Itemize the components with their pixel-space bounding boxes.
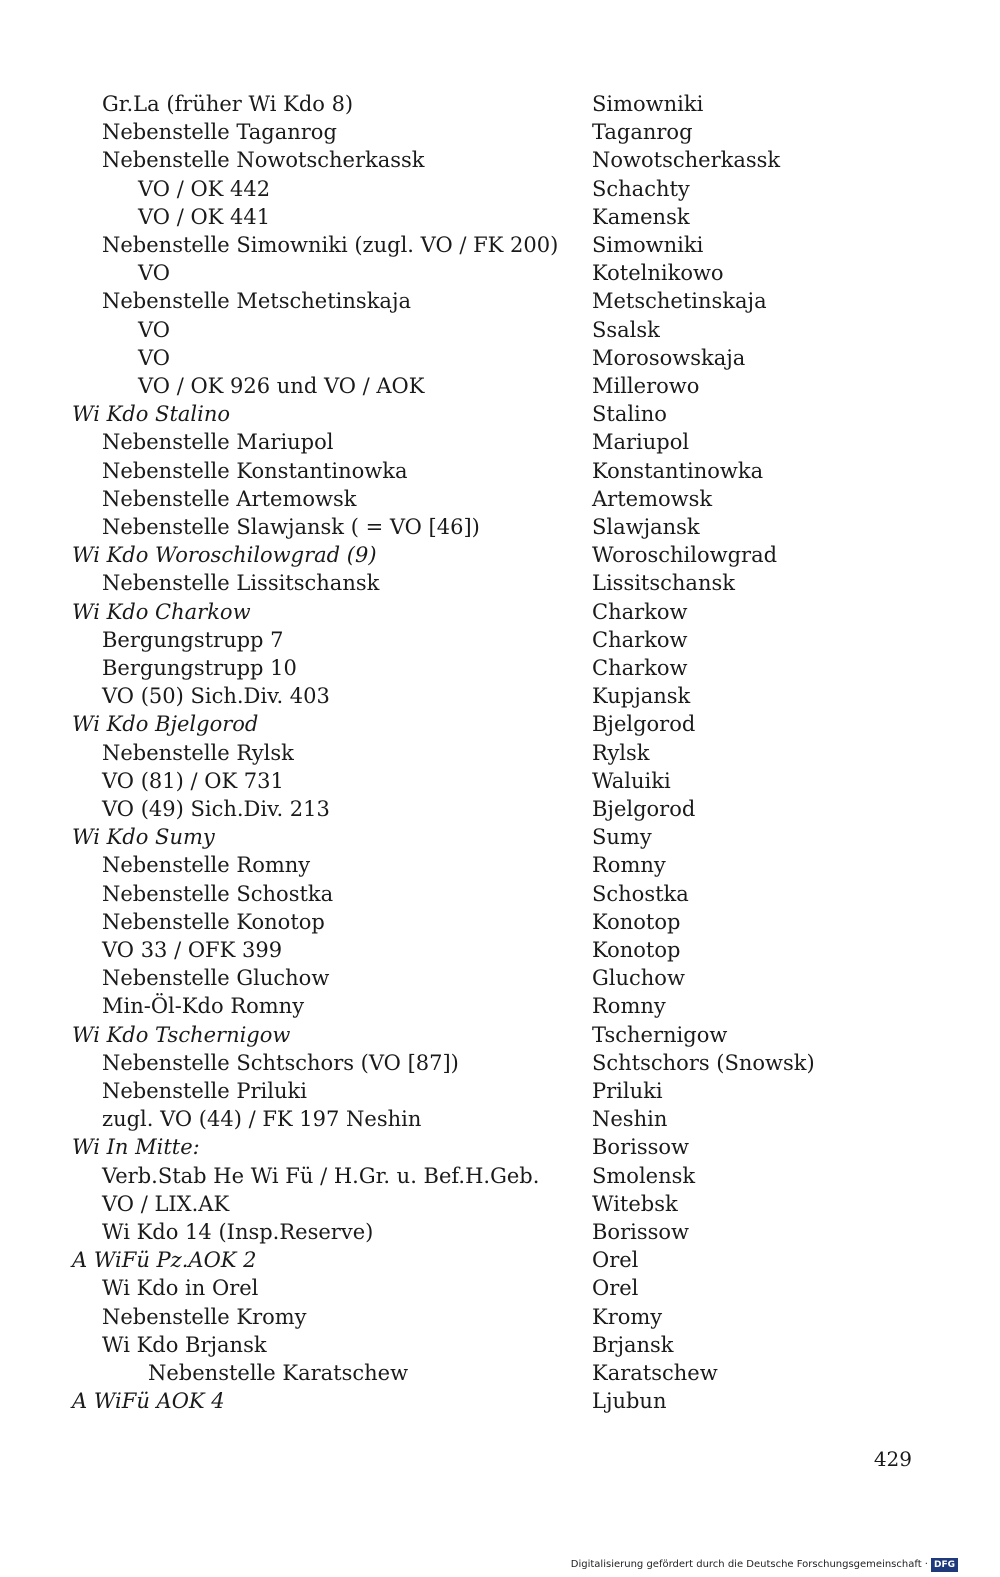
unit-entry: Nebenstelle Schostka — [102, 881, 334, 906]
location-entry: Priluki — [592, 1079, 663, 1103]
section-heading: Wi Kdo Tschernigow — [72, 1022, 291, 1047]
location-entry: Orel — [592, 1276, 639, 1301]
unit-entry: Wi Kdo 14 (Insp.Reserve) — [102, 1220, 374, 1244]
location-entry: Neshin — [592, 1107, 668, 1132]
unit-entry: Nebenstelle Rylsk — [102, 740, 294, 765]
location-entry: Borissow — [592, 1220, 690, 1244]
location-entry: Konotop — [592, 938, 681, 962]
unit-entry: Min-Öl-Kdo Romny — [102, 994, 305, 1019]
unit-entry: Nebenstelle Slawjansk ( = VO [46]) — [102, 515, 480, 539]
unit-entry: zugl. VO (44) / FK 197 Neshin — [102, 1107, 422, 1132]
unit-entry: Gr.La (früher Wi Kdo 8) — [102, 92, 354, 116]
location-entry: Schostka — [592, 881, 689, 906]
section-heading: Wi Kdo Sumy — [72, 825, 215, 850]
location-entry: Metschetinskaja — [592, 289, 767, 314]
location-entry: Stalino — [592, 402, 667, 427]
location-entry: Orel — [592, 1248, 639, 1273]
unit-entry: Verb.Stab He Wi Fü / H.Gr. u. Bef.H.Geb. — [102, 1163, 540, 1188]
unit-entry: Wi Kdo in Orel — [102, 1276, 259, 1301]
unit-entry: Nebenstelle Lissitschansk — [102, 571, 380, 596]
unit-entry: Nebenstelle Konotop — [102, 909, 325, 934]
unit-entry: VO — [138, 317, 171, 342]
unit-entry: Nebenstelle Mariupol — [102, 430, 334, 455]
location-entry: Simowniki — [592, 233, 704, 257]
location-entry: Artemowsk — [592, 486, 713, 511]
location-entry: Karatschew — [592, 1361, 718, 1385]
digitization-credit — [571, 1558, 958, 1572]
location-entry: Kupjansk — [592, 684, 691, 709]
unit-entry: Bergungstrupp 7 — [102, 627, 284, 652]
unit-entry: VO — [138, 261, 171, 286]
location-entry: Taganrog — [592, 120, 693, 145]
location-entry: Ssalsk — [592, 317, 660, 342]
unit-entry: Nebenstelle Artemowsk — [102, 486, 357, 511]
location-entry: Charkow — [592, 656, 688, 680]
location-entry: Smolensk — [592, 1163, 696, 1188]
unit-entry: Nebenstelle Karatschew — [148, 1361, 409, 1385]
location-entry: Witebsk — [592, 1191, 678, 1216]
unit-entry: VO 33 / OFK 399 — [102, 938, 283, 962]
location-entry: Slawjansk — [592, 515, 700, 539]
location-entry: Millerowo — [592, 374, 700, 398]
location-entry: Borissow — [592, 1135, 690, 1160]
unit-entry: VO (50) Sich.Div. 403 — [102, 684, 330, 709]
location-entry: Kotelnikowo — [592, 261, 724, 286]
location-entry: Sumy — [592, 825, 652, 850]
credit-text: Digitalisierung gefördert durch die Deutsche Forschungsgemeinschaft · — [570, 1559, 928, 1570]
location-entry: Mariupol — [592, 430, 690, 455]
section-heading: Wi Kdo Charkow — [72, 599, 251, 624]
unit-entry: Wi Kdo Brjansk — [102, 1332, 267, 1357]
unit-entry: Nebenstelle Priluki — [102, 1079, 307, 1103]
location-entry: Ljubun — [592, 1389, 667, 1414]
location-entry: Bjelgorod — [592, 712, 696, 737]
unit-entry: Nebenstelle Simowniki (zugl. VO / FK 200) — [102, 233, 559, 257]
dfg-logo: DFG — [931, 1558, 958, 1572]
location-entry: Rylsk — [592, 740, 650, 765]
unit-entry: Nebenstelle Kromy — [102, 1304, 307, 1329]
location-entry: Romny — [592, 994, 666, 1019]
section-heading: Wi Kdo Stalino — [72, 402, 231, 427]
unit-entry: Nebenstelle Konstantinowka — [102, 458, 408, 483]
section-heading: Wi In Mitte: — [72, 1135, 200, 1160]
section-heading: A WiFü AOK 4 — [72, 1389, 225, 1414]
unit-entry: Nebenstelle Nowotscherkassk — [102, 148, 425, 173]
location-entry: Gluchow — [592, 966, 685, 991]
location-entry: Konotop — [592, 909, 681, 934]
location-entry: Charkow — [592, 599, 688, 624]
location-entry: Simowniki — [592, 92, 704, 116]
location-entry: Romny — [592, 853, 666, 878]
location-entry: Kamensk — [592, 204, 690, 229]
unit-entry: Bergungstrupp 10 — [102, 656, 297, 680]
location-entry: Charkow — [592, 627, 688, 652]
location-entry: Kromy — [592, 1304, 663, 1329]
location-entry: Konstantinowka — [592, 458, 764, 483]
unit-entry: Nebenstelle Taganrog — [102, 120, 337, 145]
unit-entry: Nebenstelle Metschetinskaja — [102, 289, 411, 314]
unit-entry: Nebenstelle Gluchow — [102, 966, 330, 991]
location-entry: Lissitschansk — [592, 571, 735, 596]
unit-entry: VO (49) Sich.Div. 213 — [102, 797, 330, 821]
location-entry: Tschernigow — [592, 1022, 728, 1047]
unit-entry: VO — [138, 345, 171, 370]
location-entry: Bjelgorod — [592, 797, 696, 821]
location-entry: Brjansk — [592, 1332, 674, 1357]
page-number: 429 — [873, 1447, 912, 1471]
unit-entry: VO (81) / OK 731 — [102, 768, 284, 793]
unit-entry: VO / OK 926 und VO / AOK — [138, 374, 425, 398]
section-heading: A WiFü Pz.AOK 2 — [72, 1248, 257, 1273]
unit-entry: Nebenstelle Schtschors (VO [87]) — [102, 1050, 459, 1075]
section-heading: Wi Kdo Woroschilowgrad (9) — [72, 543, 377, 568]
location-entry: Schachty — [592, 176, 690, 201]
location-entry: Morosowskaja — [592, 345, 746, 370]
unit-entry: VO / OK 441 — [138, 204, 271, 229]
unit-entry: VO / OK 442 — [138, 176, 271, 201]
location-entry: Nowotscherkassk — [592, 148, 781, 173]
unit-entry: Nebenstelle Romny — [102, 853, 311, 878]
location-entry: Schtschors (Snowsk) — [592, 1050, 815, 1075]
location-entry: Waluiki — [592, 768, 671, 793]
location-entry: Woroschilowgrad — [592, 543, 778, 568]
unit-entry: VO / LIX.AK — [102, 1191, 230, 1216]
section-heading: Wi Kdo Bjelgorod — [72, 712, 259, 737]
